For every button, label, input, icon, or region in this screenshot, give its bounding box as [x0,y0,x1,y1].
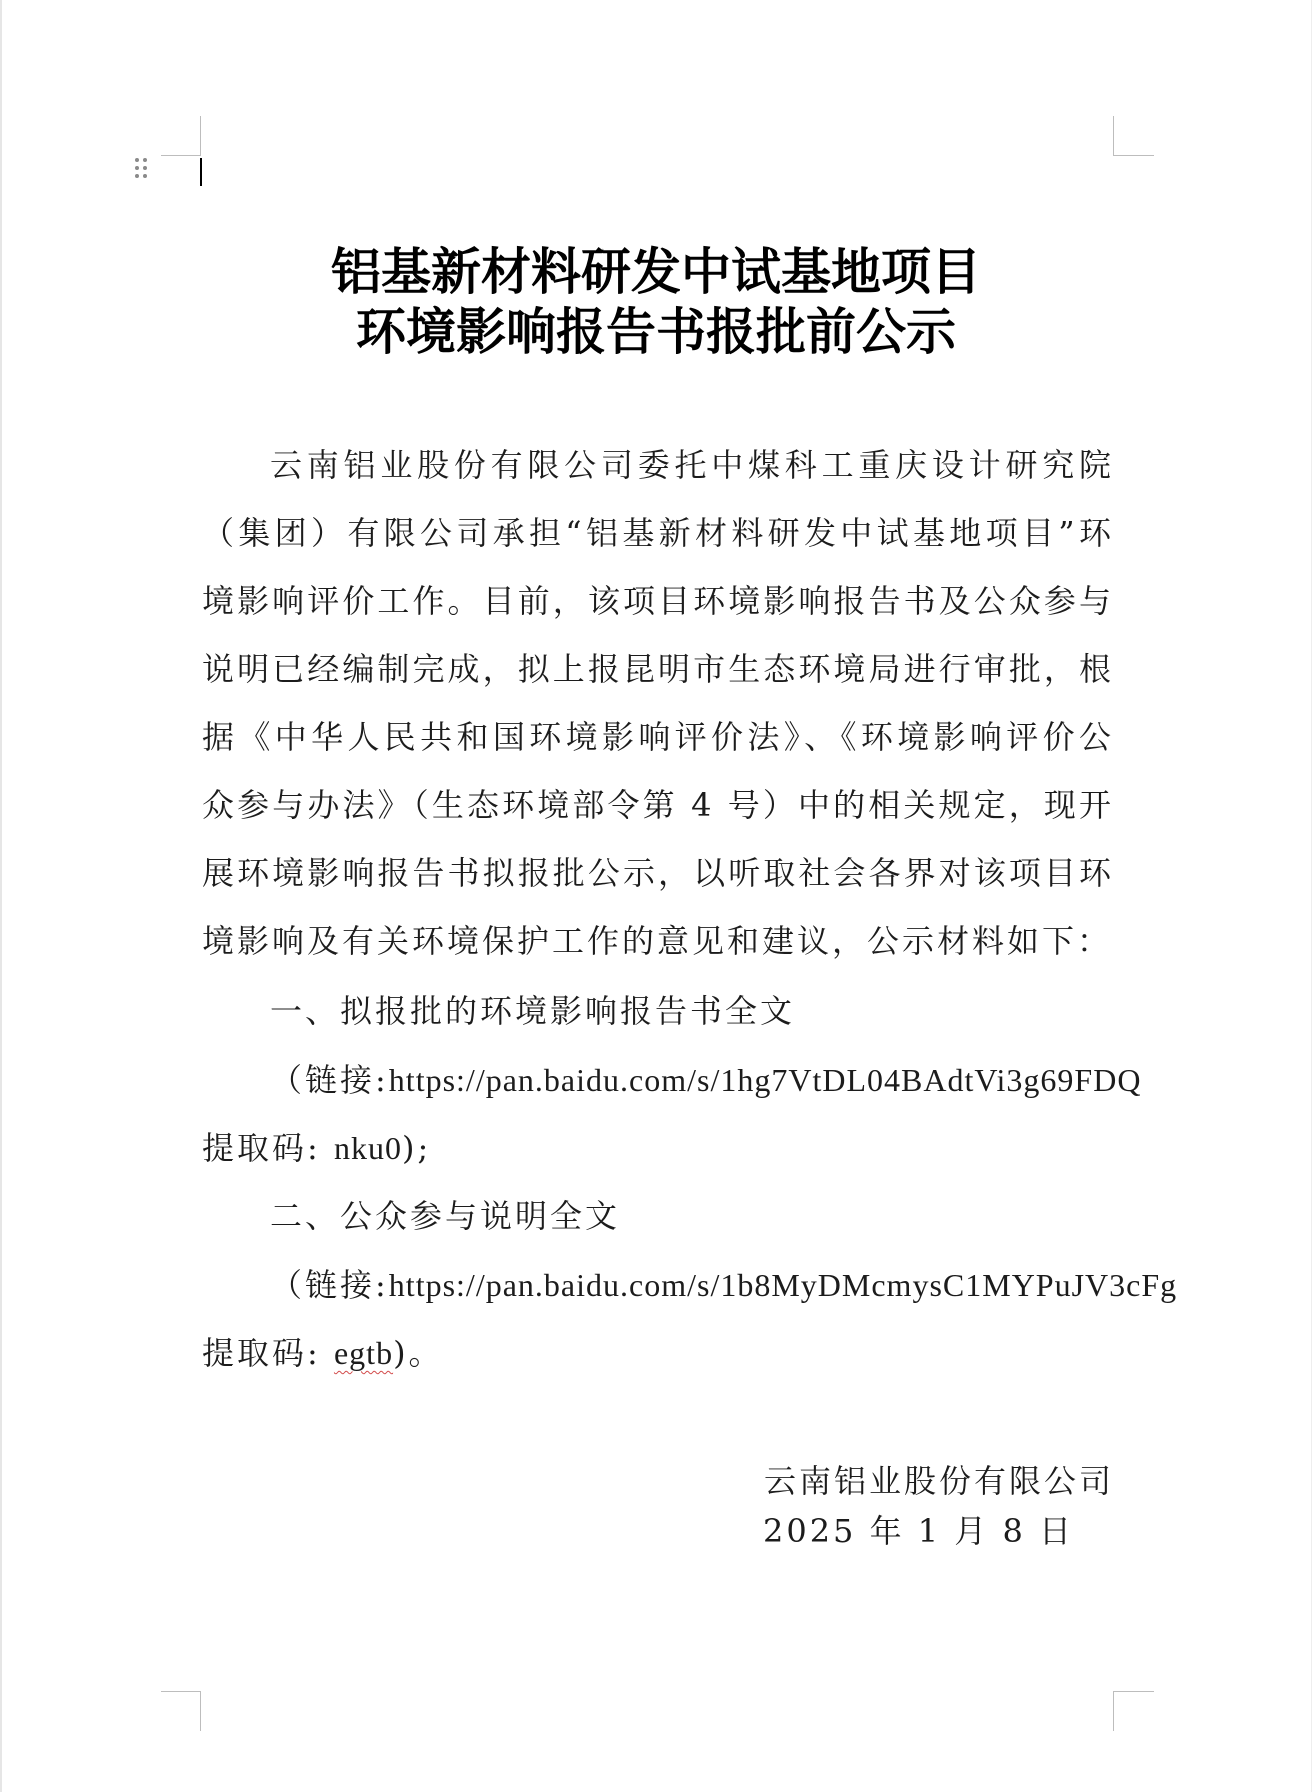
list-item-public-participation: 二、公众参与说明全文 [270,1197,621,1235]
extract-code-suffix: )。 [393,1334,444,1372]
crop-mark [161,155,201,156]
extract-code-label: 提取码: [202,1129,334,1167]
crop-mark [1114,1691,1154,1692]
link-line-participation [270,1251,1182,1319]
report-download-link[interactable]: https://pan.baidu.com/s/1hg7VtDL04BAdtVi3g69FDQ [388,1062,1142,1098]
link-line-report [270,1046,1182,1114]
participation-download-link[interactable]: https://pan.baidu.com/s/1b8MyDMcmysC1MYPuJV3cFg [388,1267,1178,1303]
crop-mark [1113,1691,1114,1731]
intro-paragraph: 云南铝业股份有限公司委托中煤科工重庆设计研究院（集团）有限公司承担“铝基新材料研发中试基地项目”环境影响评价工作。目前，该项目环境影响报告书及公众参与说明已经编制完成，拟上报昆明市生态环境局进行审批，根据《中华人民共和国环境影响评价法》、《环境影响评价公众参与办法》（生态环境部令第 4 号）中的相关规定，现开展环境影响报告书拟报批公示，以听取社会各界对该项目环境影响及有关环境保护工作的意见和建议，公示材料如下： [202,446,1114,960]
signature-date: 2025 年 1 月 8 日 [762,1512,1074,1550]
crop-mark [1113,116,1114,156]
signature-organization: 云南铝业股份有限公司 [763,1462,1114,1500]
link-prefix: （链接: [270,1061,389,1099]
extract-code-line-participation [202,1319,1114,1387]
extract-code-label: 提取码: [202,1334,334,1372]
extract-code-value: nku0 [333,1130,402,1166]
drag-handle-icon[interactable] [135,158,151,180]
crop-mark [1114,155,1154,156]
link-prefix: （链接: [270,1266,389,1304]
document-title-line1: 铝基新材料研发中试基地项目 [331,242,981,301]
extract-code-value: egtb [333,1335,394,1371]
extract-code-suffix: ); [401,1129,432,1167]
crop-mark [200,1691,201,1731]
document-title-line2: 环境影响报告书报批前公示 [356,302,956,361]
text-cursor [200,158,202,186]
crop-mark [200,116,201,156]
list-item-report: 一、拟报批的环境影响报告书全文 [270,992,796,1030]
crop-mark [161,1691,201,1692]
extract-code-line-report [202,1114,1114,1182]
